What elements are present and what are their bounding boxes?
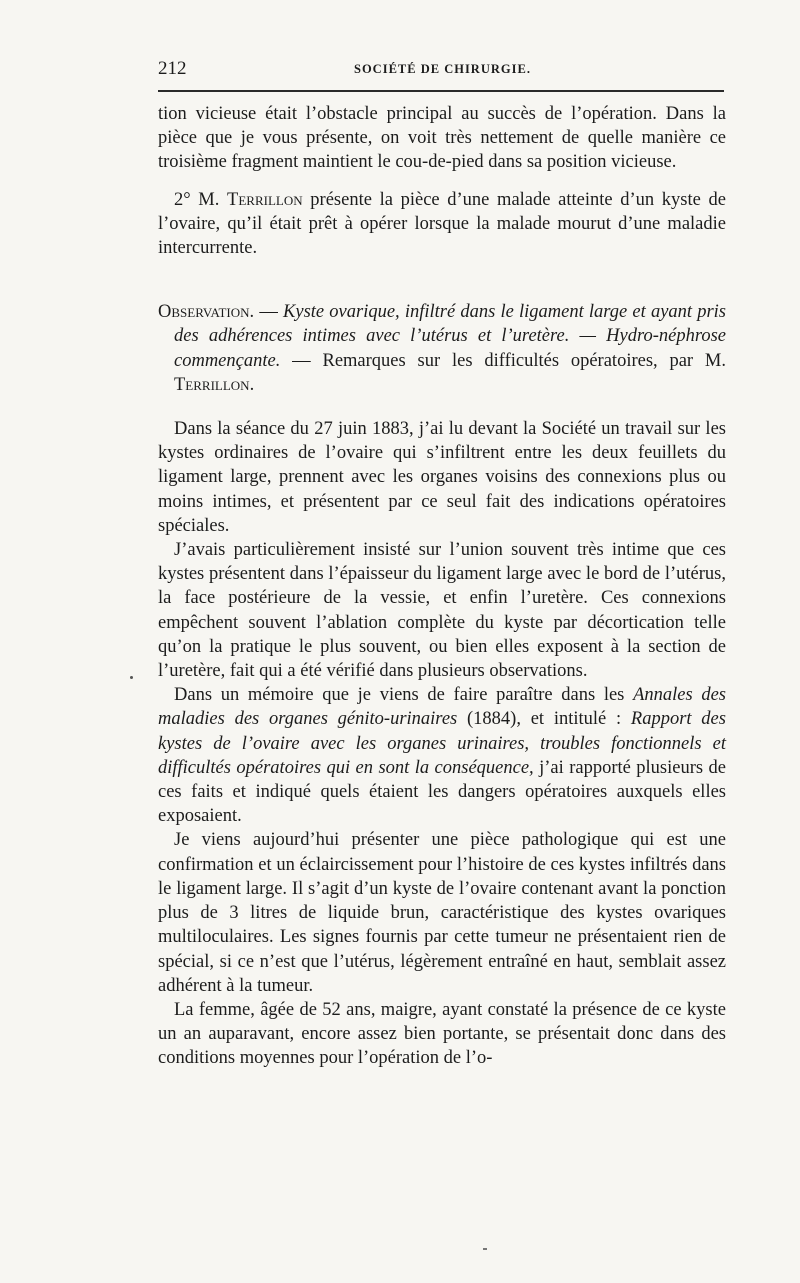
observation-subtitle: — Remarques sur les difficultés opératoires, par M.: [280, 350, 726, 371]
paragraph-4: J’avais particulièrement insisté sur l’union souvent très intime que ces kystes présentent dans l’épaisseur du ligament large avec le bord de l’utérus, la face postérieure de la vessie, et enfin l’uretère. Ces connexions empêchent souvent l’ablation complète du kyste par décortication telle qu’on la pratique le plus souvent, ou bien elles exposent à la section de l’uretère, fait qui a été vérifié dans plusieurs observations.: [158, 540, 726, 682]
running-title: SOCIÉTÉ DE CHIRURGIE.: [354, 62, 531, 76]
paragraph-7: La femme, âgée de 52 ans, maigre, ayant constaté la présence de ce kyste un an auparavant, encore assez bien portante, se présentait donc dans des conditions moyennes pour l’opération de l’o-: [158, 999, 726, 1069]
observation-heading: [158, 300, 726, 397]
bottom-speck: [483, 1248, 487, 1250]
cited-journal: Annales des maladies des organes génito-urinaires: [158, 685, 726, 730]
paragraph-5-text-b: (1884), et intitulé :: [457, 709, 631, 730]
dash: —: [254, 302, 284, 323]
paragraph-2-text: présente la pièce d’une malade atteinte d’un kyste de l’ovaire, qu’il était prêt à opérer lorsque la malade mourut d’une maladie intercurrente.: [158, 189, 726, 259]
author-name: Terrillon: [227, 189, 303, 210]
paragraph-5: [158, 683, 726, 828]
page: [158, 58, 726, 1071]
observation-author: Terrillon.: [174, 374, 255, 395]
observation-title: Kyste ovarique, infiltré dans le ligament large et ayant pris des adhérences intimes avec l’utérus et l’uretère. — Hydro-néphrose commençante.: [174, 302, 727, 371]
paragraph-6: Je viens aujourd’hui présenter une pièce pathologique qui est une confirmation et un éclaircissement pour l’histoire de ces kystes infiltrés dans le ligament large. Il s’agit d’un kyste de l’ovaire contenant avant la ponction plus de 3 litres de liquide brun, caractéristique des kystes ovariques multiloculaires. Les signes fournis par cette tumeur ne présentaient rien de spécial, si ce n’est que l’utérus, légèrement entraîné en haut, semblait assez adhérent à la tumeur.: [158, 830, 726, 996]
observation-label: Observation.: [158, 302, 255, 323]
running-head: [158, 58, 726, 84]
cited-title: Rapport des kystes de l’ovaire avec les organes urinaires, troubles fonctionnels et difficultés opératoires qui en sont la conséquence,: [158, 709, 726, 778]
page-number: 212: [158, 58, 187, 79]
header-rule: [158, 90, 724, 92]
margin-speck: [130, 676, 133, 679]
paragraph-1: tion vicieuse était l’obstacle principal au succès de l’opération. Dans la pièce que je vous présente, on voit très nettement de quelle manière ce troisième fragment maintient le cou-de-pied dans sa position vicieuse.: [158, 104, 726, 173]
item-lead: 2° M.: [174, 189, 228, 210]
paragraph-5-text-a: Dans un mémoire que je viens de faire paraître dans les: [174, 685, 634, 706]
paragraph-5-text-c: j’ai rapporté plusieurs de ces faits et indiqué quels étaient les dangers opératoires auxquels elles exposaient.: [158, 757, 726, 827]
paragraph-3: Dans la séance du 27 juin 1883, j’ai lu devant la Société un travail sur les kystes ordinaires de l’ovaire qui s’infiltrent entre les deux feuillets du ligament large, prennent avec les organes voisins des connexions plus ou moins intimes, et présentent par ce seul fait des indications opératoires spéciales.: [158, 419, 726, 536]
paragraph-2: [158, 188, 726, 261]
